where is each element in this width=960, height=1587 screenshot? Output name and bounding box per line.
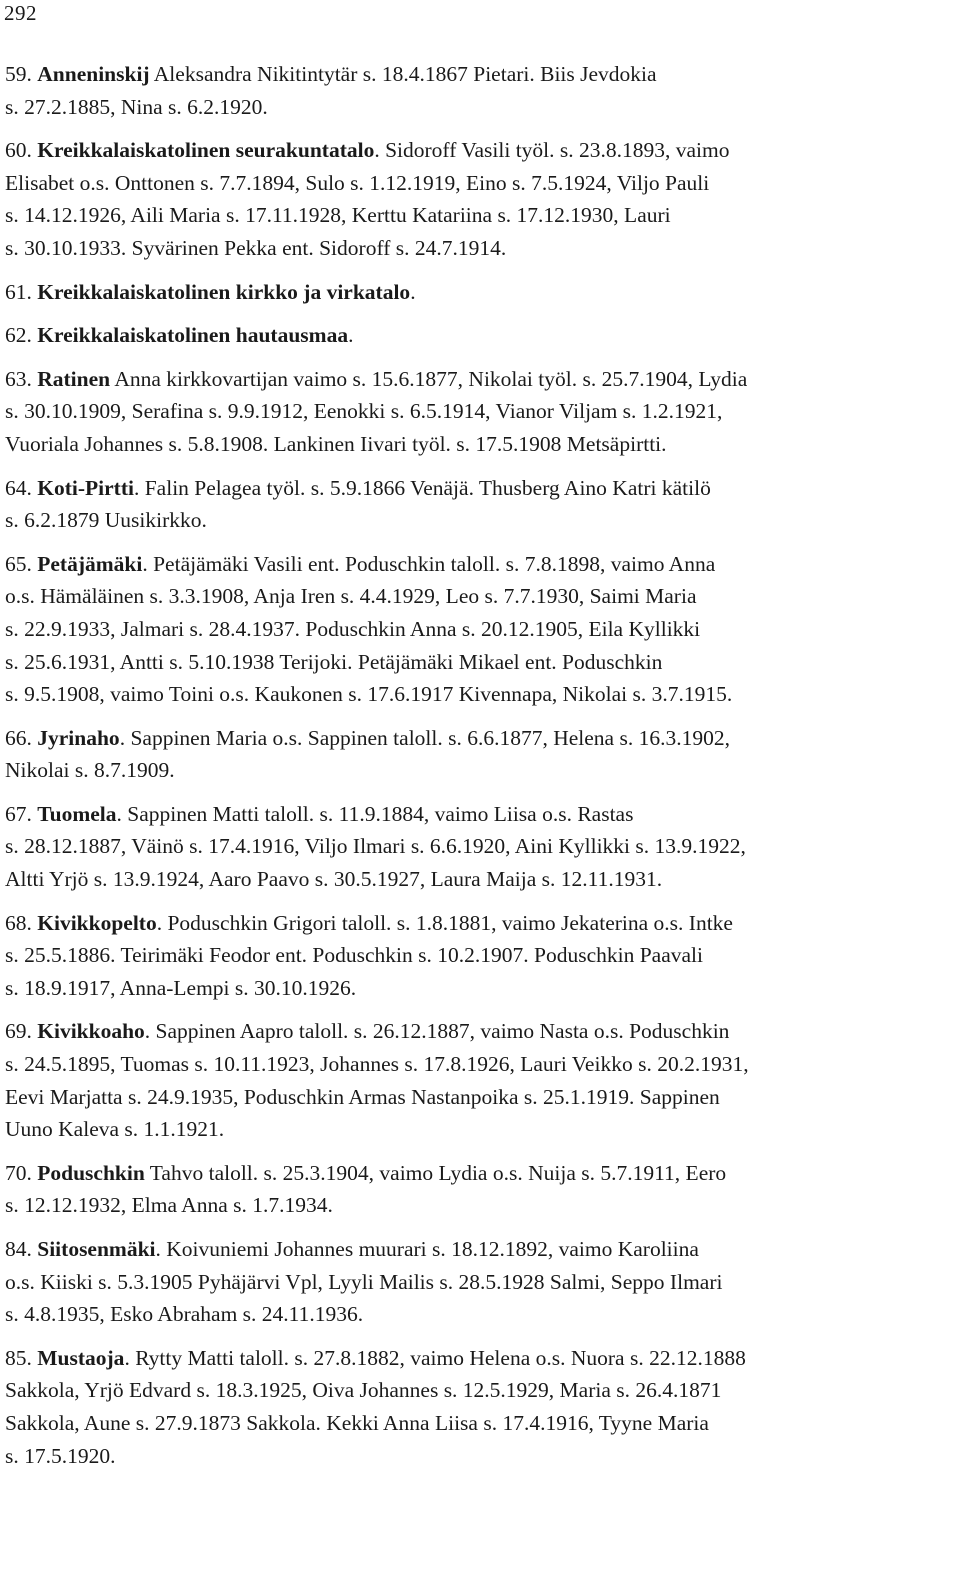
entry-line [5,319,950,352]
entry-61 [5,276,950,309]
entry-line [5,472,950,505]
entry-63 [5,363,950,461]
entry-text: s. 14.12.1926, Aili Maria s. 17.11.1928, Kerttu Katariina s. 17.12.1930, Lauri [5,203,671,228]
entry-text: . [348,323,354,348]
entry-number: 59. [5,62,38,86]
entry-text: Sakkola, Aune s. 27.9.1873 Sakkola. Kekki Anna Liisa s. 17.4.1916, Tyyne Maria [5,1410,709,1435]
entry-line [5,722,950,755]
entry-line [5,678,950,711]
entry-68 [5,907,950,1005]
entry-place-name: Kivikkoaho [37,1019,145,1044]
entry-line [5,1298,950,1331]
entry-70 [5,1157,950,1222]
page-number: 292 [4,1,37,25]
entry-line [5,548,950,581]
entry-text: s. 12.12.1932, Elma Anna s. 1.7.1934. [5,1193,333,1218]
entry-text: . Sappinen Matti taloll. s. 11.9.1884, vaimo Liisa o.s. Rastas [116,801,634,826]
entry-place-name: Petäjämäki [37,551,143,576]
entry-number: 85. [5,1345,38,1370]
entry-number: 65. [5,551,38,576]
entry-text: Altti Yrjö s. 13.9.1924, Aaro Paavo s. 30.5.1927, Laura Maija s. 12.11.1931. [5,867,663,892]
entry-59 [5,58,950,123]
entry-line [5,798,950,831]
entry-line [5,363,950,396]
entry-text: s. 4.8.1935, Esko Abraham s. 24.11.1936. [5,1302,364,1327]
entry-64 [5,472,950,537]
entry-place-name: Kreikkalaiskatolinen seurakuntatalo [37,138,375,163]
entry-text: . Sappinen Aapro taloll. s. 26.12.1887, vaimo Nasta o.s. Poduschkin [144,1019,730,1044]
entry-line [5,1342,950,1375]
entry-place-name: Jyrinaho [37,725,120,750]
entry-line [5,754,950,787]
entry-list [5,58,950,1483]
entry-line [5,232,950,265]
entry-62 [5,319,950,352]
entry-place-name: Mustaoja [37,1345,125,1370]
entry-place-name: Koti-Pirtti [37,475,134,500]
entry-line [5,134,950,167]
entry-text: . Falin Pelagea työl. s. 5.9.1866 Venäjä. Thusberg Aino Katri kätilö [133,475,711,500]
entry-text: o.s. Hämäläinen s. 3.3.1908, Anja Iren s. 4.4.1929, Leo s. 7.7.1930, Saimi Maria [5,584,697,609]
entry-number: 70. [5,1160,38,1185]
entry-84 [5,1233,950,1331]
entry-line [5,199,950,232]
entry-line [5,1015,950,1048]
entry-number: 61. [5,279,38,304]
entry-text: Tahvo taloll. s. 25.3.1904, vaimo Lydia o.s. Nuija s. 5.7.1911, Eero [144,1160,727,1185]
entry-text: s. 24.5.1895, Tuomas s. 10.11.1923, Johannes s. 17.8.1926, Lauri Veikko s. 20.2.1931, [5,1052,749,1077]
entry-line [5,395,950,428]
entry-place-name: Kreikkalaiskatolinen kirkko ja virkatalo [37,279,411,304]
entry-line [5,972,950,1005]
entry-text: s. 30.10.1909, Serafina s. 9.9.1912, Eenokki s. 6.5.1914, Vianor Viljam s. 1.2.1921, [5,399,723,424]
entry-text: s. 18.9.1917, Anna-Lempi s. 30.10.1926. [5,975,357,1000]
entry-place-name: Anneninskij [37,62,150,86]
entry-line [5,1113,950,1146]
entry-line [5,91,950,124]
entry-text: Vuoriala Johannes s. 5.8.1908. Lankinen Iivari työl. s. 17.5.1908 Metsäpirtti. [5,431,667,456]
entry-line [5,58,950,91]
entry-line [5,276,950,309]
entry-text: . Sidoroff Vasili työl. s. 23.8.1893, vaimo [374,138,730,163]
entry-text: s. 25.6.1931, Antti s. 5.10.1938 Terijoki. Petäjämäki Mikael ent. Poduschkin [5,649,663,674]
entry-text: . Petäjämäki Vasili ent. Poduschkin taloll. s. 7.8.1898, vaimo Anna [142,551,716,576]
entry-line [5,939,950,972]
entry-text: s. 30.10.1933. Syvärinen Pekka ent. Sidoroff s. 24.7.1914. [5,235,507,260]
entry-65 [5,548,950,711]
entry-number: 64. [5,475,38,500]
entry-text: . Rytty Matti taloll. s. 27.8.1882, vaimo Helena o.s. Nuora s. 22.12.1888 [124,1345,746,1370]
entry-text: Uuno Kaleva s. 1.1.1921. [5,1117,225,1142]
entry-line [5,907,950,940]
entry-number: 62. [5,323,38,348]
entry-place-name: Kreikkalaiskatolinen hautausmaa [37,323,349,348]
entry-number: 66. [5,725,38,750]
entry-line [5,863,950,896]
entry-line [5,613,950,646]
entry-67 [5,798,950,896]
entry-text: s. 25.5.1886. Teirimäki Feodor ent. Poduschkin s. 10.2.1907. Poduschkin Paavali [5,943,704,968]
entry-line [5,1233,950,1266]
entry-line [5,580,950,613]
entry-text: . Koivuniemi Johannes muurari s. 18.12.1892, vaimo Karoliina [155,1237,699,1261]
entry-place-name: Kivikkopelto [37,910,157,935]
entry-line [5,167,950,200]
entry-place-name: Tuomela [37,801,117,826]
entry-line [5,1081,950,1114]
entry-69 [5,1015,950,1145]
entry-85 [5,1342,950,1472]
entry-line [5,646,950,679]
entry-line [5,830,950,863]
entry-line [5,1157,950,1190]
entry-text: Eevi Marjatta s. 24.9.1935, Poduschkin Armas Nastanpoika s. 25.1.1919. Sappinen [5,1084,720,1109]
entry-line [5,1374,950,1407]
entry-text: . [410,279,416,304]
entry-line [5,1189,950,1222]
entry-line [5,1266,950,1299]
entry-text: s. 9.5.1908, vaimo Toini o.s. Kaukonen s. 17.6.1917 Kivennapa, Nikolai s. 3.7.1915. [5,682,733,707]
entry-text: s. 17.5.1920. [5,1443,116,1468]
entry-number: 84. [5,1237,38,1261]
entry-text: o.s. Kiiski s. 5.3.1905 Pyhäjärvi Vpl, Lyyli Mailis s. 28.5.1928 Salmi, Seppo Ilmari [5,1269,723,1294]
entry-text: s. 22.9.1933, Jalmari s. 28.4.1937. Poduschkin Anna s. 20.12.1905, Eila Kyllikki [5,616,701,641]
entry-text: s. 28.12.1887, Väinö s. 17.4.1916, Viljo Ilmari s. 6.6.1920, Aini Kyllikki s. 13.9.1922, [5,834,746,859]
entry-60 [5,134,950,264]
entry-text: Elisabet o.s. Onttonen s. 7.7.1894, Sulo s. 1.12.1919, Eino s. 7.5.1924, Viljo Pauli [5,170,710,195]
entry-text: . Sappinen Maria o.s. Sappinen taloll. s. 6.6.1877, Helena s. 16.3.1902, [119,725,730,750]
entry-66 [5,722,950,787]
entry-text: s. 6.2.1879 Uusikirkko. [5,508,207,533]
entry-number: 69. [5,1019,38,1044]
entry-text: Nikolai s. 8.7.1909. [5,758,175,783]
entry-place-name: Siitosenmäki [37,1237,156,1261]
entry-text: Anna kirkkovartijan vaimo s. 15.6.1877, Nikolai työl. s. 25.7.1904, Lydia [110,366,748,391]
entry-line [5,1407,950,1440]
entry-line [5,1440,950,1473]
entry-place-name: Ratinen [37,366,111,391]
entry-number: 68. [5,910,38,935]
entry-text: Sakkola, Yrjö Edvard s. 18.3.1925, Oiva Johannes s. 12.5.1929, Maria s. 26.4.1871 [5,1378,722,1403]
entry-number: 63. [5,366,38,391]
entry-line [5,428,950,461]
entry-place-name: Poduschkin [37,1160,145,1185]
entry-text: . Poduschkin Grigori taloll. s. 1.8.1881, vaimo Jekaterina o.s. Intke [156,910,733,935]
entry-number: 67. [5,801,38,826]
entry-text: Aleksandra Nikitintytär s. 18.4.1867 Pietari. Biis Jevdokia [149,62,657,86]
entry-line [5,504,950,537]
entry-line [5,1048,950,1081]
entry-number: 60. [5,138,38,163]
entry-text: s. 27.2.1885, Nina s. 6.2.1920. [5,94,268,119]
